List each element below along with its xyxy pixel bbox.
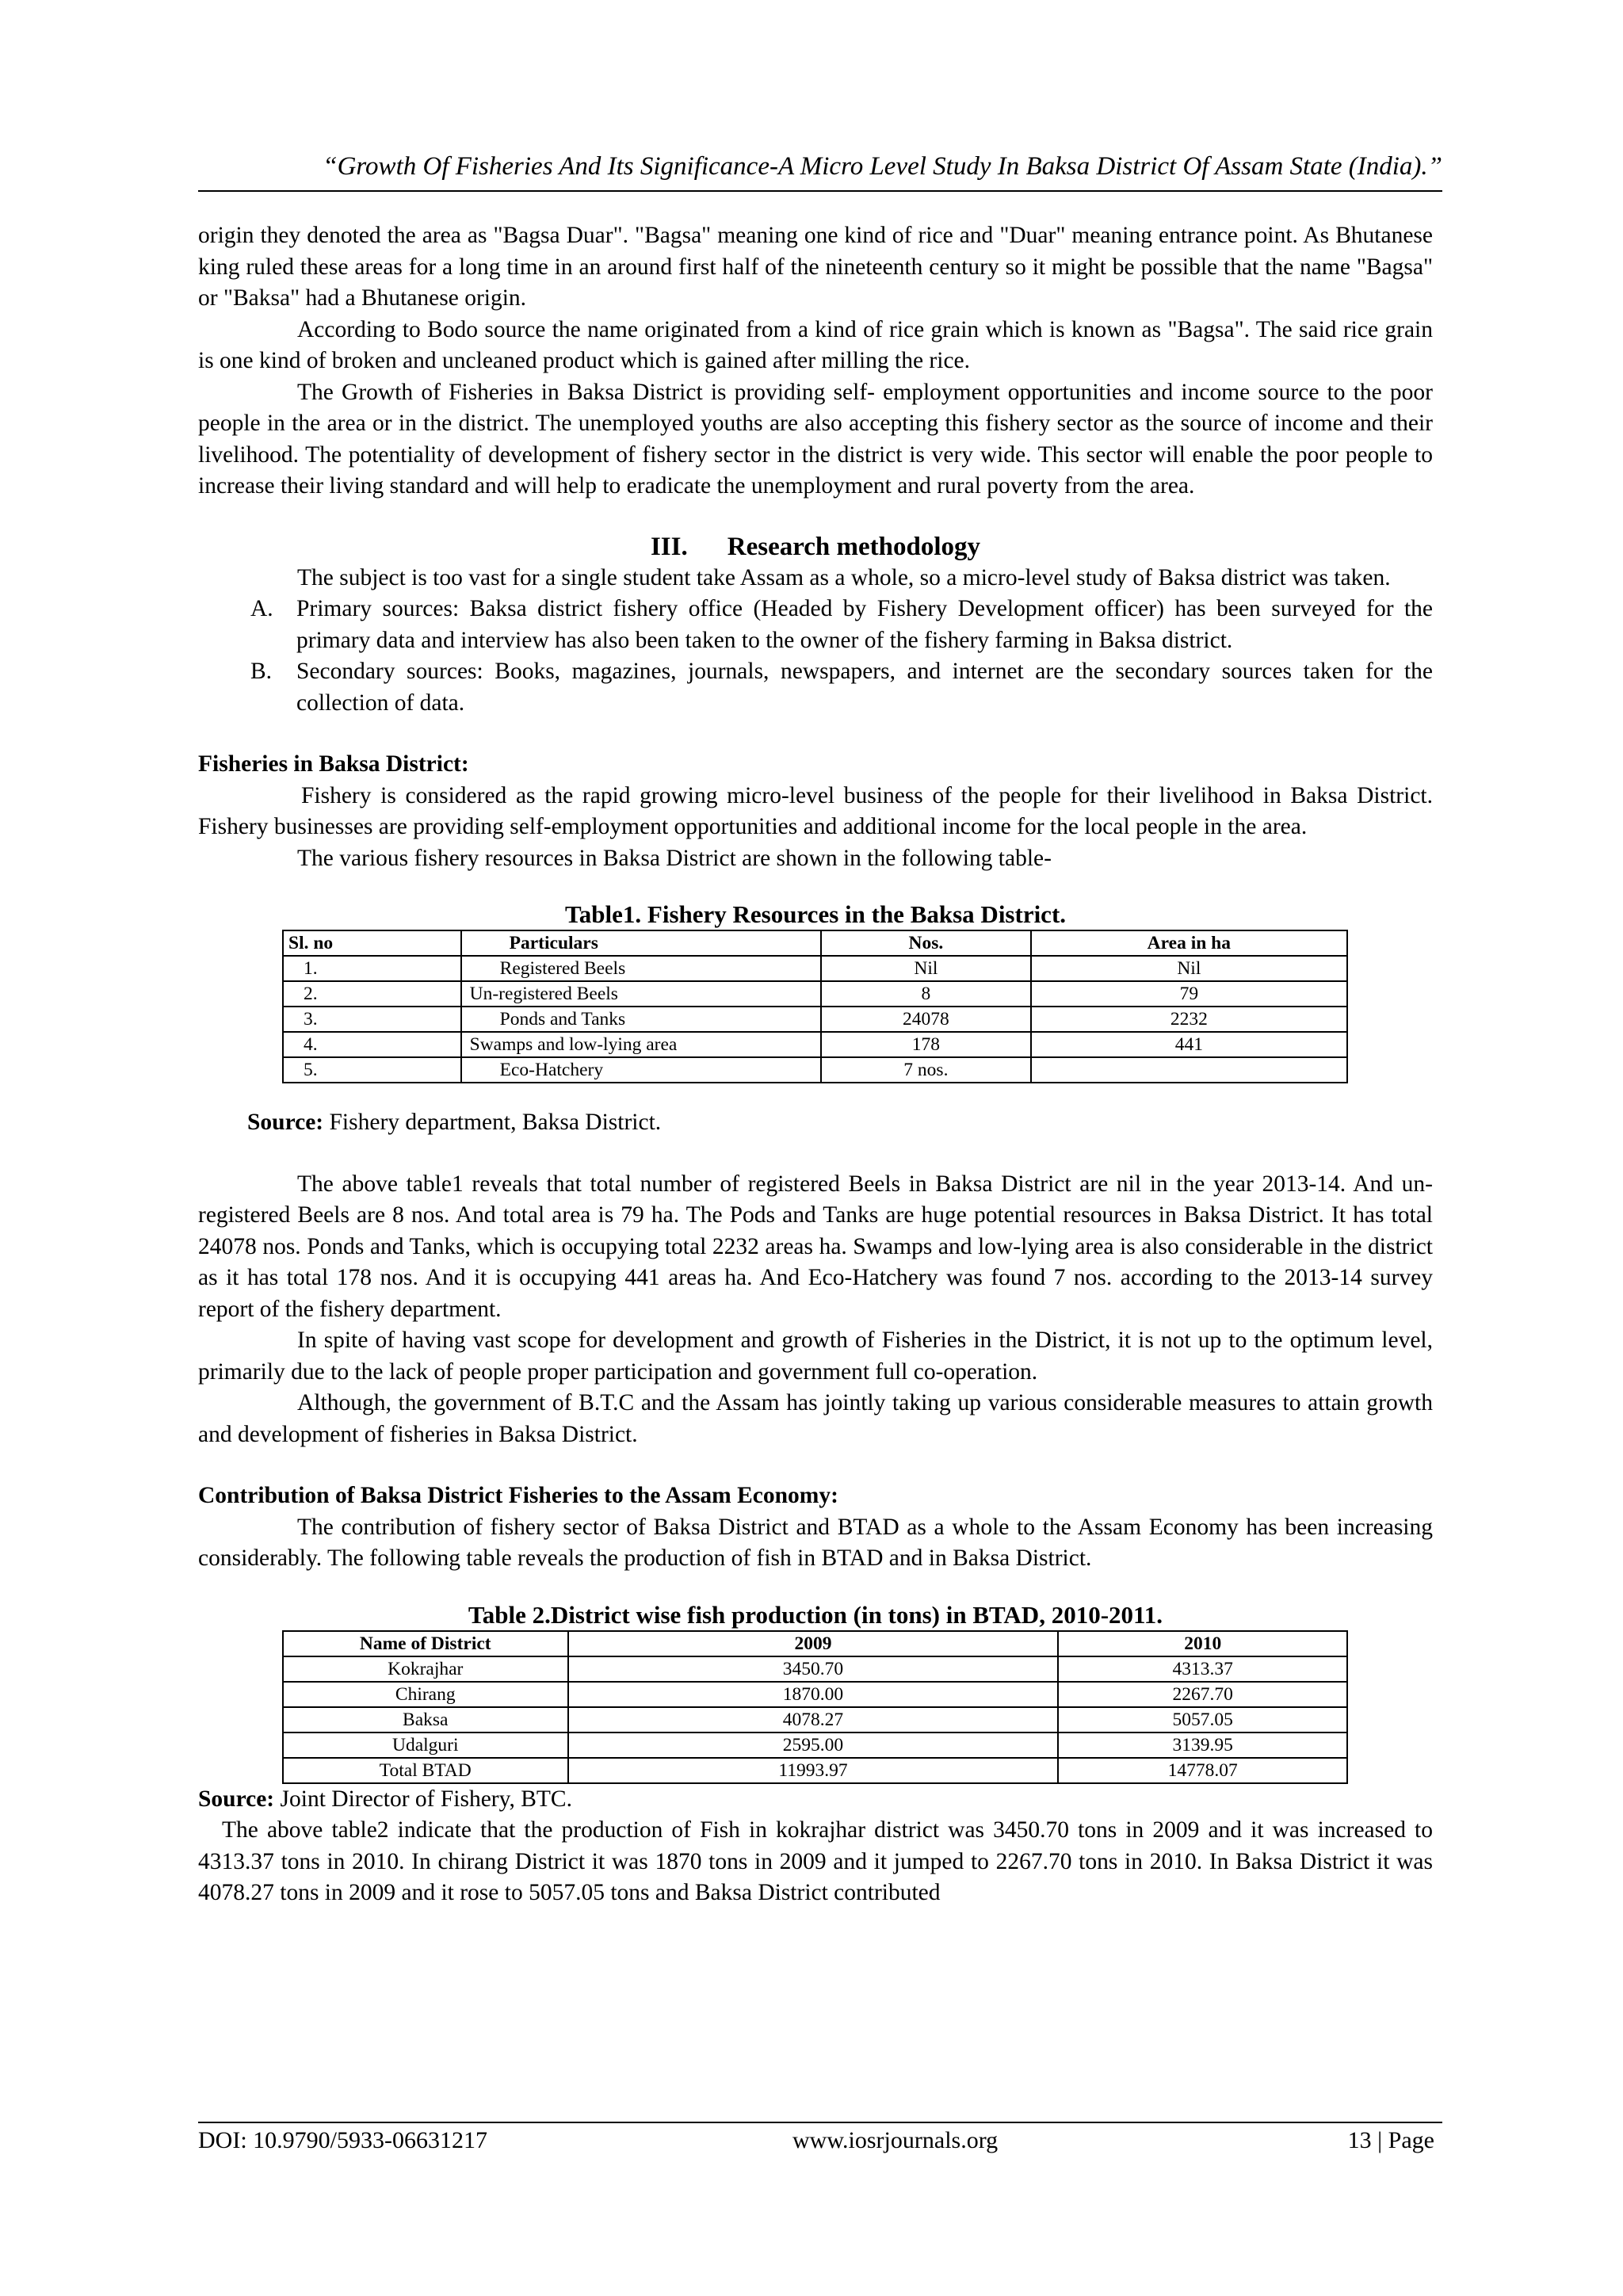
page-number: 13 | Page — [1347, 2127, 1434, 2153]
source-text: Joint Director of Fishery, BTC. — [274, 1786, 572, 1812]
table-cell: 441 — [1031, 1032, 1347, 1057]
column-header: Sl. no — [283, 930, 461, 956]
table-row — [283, 1057, 1347, 1083]
table-source — [247, 1107, 1433, 1139]
fishery-resources-table — [282, 930, 1348, 1083]
table-cell: Un-registered Beels — [461, 981, 821, 1007]
table-cell: 7 nos. — [821, 1057, 1031, 1083]
paragraph: origin they denoted the area as "Bagsa Duar". "Bagsa" meaning one kind of rice and "Duar" meaning entrance point. As Bhutanese king ruled these areas for a long time in an around first half of the nineteenth century so it might be possible that the name "Bagsa" or "Baksa" had a Bhutanese origin. — [198, 223, 1433, 311]
section-number: III. — [650, 532, 688, 561]
table-cell: 11993.97 — [568, 1758, 1059, 1783]
list-item — [198, 656, 1433, 719]
table-cell: 4078.27 — [568, 1707, 1059, 1733]
list-item — [198, 594, 1433, 656]
column-header: 2009 — [568, 1631, 1059, 1656]
column-header: Area in ha — [1031, 930, 1347, 956]
running-header: “Growth Of Fisheries And Its Significance-A Micro Level Study In Baksa District Of Assam State (India).” — [323, 152, 1442, 181]
paragraph: Although, the government of B.T.C and the Assam has jointly taking up various considerable measures to attain growth and development of fisheries in Baksa District. — [198, 1390, 1433, 1447]
table-row — [283, 981, 1347, 1007]
header-divider — [198, 190, 1442, 192]
column-header: 2010 — [1058, 1631, 1347, 1656]
list-marker: B. — [250, 659, 273, 684]
table-cell: 3. — [283, 1007, 461, 1032]
paragraph: Fishery is considered as the rapid growing micro-level business of the people for their livelihood in Baksa District. Fishery businesses are providing self-employment opportunities and additional income for the local people in the area. — [198, 782, 1433, 839]
column-header: Particulars — [461, 930, 821, 956]
table-cell: Kokrajhar — [283, 1656, 568, 1682]
table-row — [283, 1733, 1347, 1758]
table-cell: 2267.70 — [1058, 1682, 1347, 1707]
table-row — [283, 1758, 1347, 1783]
list-marker: A. — [250, 596, 273, 621]
table-header-row — [283, 930, 1347, 956]
section-heading — [198, 531, 1433, 563]
table-header-row — [283, 1631, 1347, 1656]
paragraph: The Growth of Fisheries in Baksa District is providing self- employment opportunities and income source to the poor people in the area or in the district. The unemployed youths are also accepting this fishery sector as the source of income and their livelihood. The potentiality of development of fishery sector in the district is very wide. This sector will enable the poor people to increase their living standard and will help to eradicate the unemployment and rural poverty from the area. — [198, 379, 1433, 499]
paragraph: The subject is too vast for a single student take Assam as a whole, so a micro-level study of Baksa district was taken. — [297, 564, 1391, 590]
table-cell: 5. — [283, 1057, 461, 1083]
sources-list — [198, 594, 1433, 719]
journal-website: www.iosrjournals.org — [792, 2127, 999, 2153]
table-cell: 3450.70 — [568, 1656, 1059, 1682]
table-cell: 4313.37 — [1058, 1656, 1347, 1682]
table-cell: 8 — [821, 981, 1031, 1007]
table-cell: 14778.07 — [1058, 1758, 1347, 1783]
column-header: Name of District — [283, 1631, 568, 1656]
table-cell: 2595.00 — [568, 1733, 1059, 1758]
list-item-text: Secondary sources: Books, magazines, journals, newspapers, and internet are the secondary sources taken for the collection of data. — [296, 659, 1433, 716]
table-cell: Eco-Hatchery — [461, 1057, 821, 1083]
article-body — [198, 220, 1433, 1909]
source-text: Fishery department, Baksa District. — [323, 1110, 662, 1135]
table-cell: 178 — [821, 1032, 1031, 1057]
table-cell: 79 — [1031, 981, 1347, 1007]
table-cell: 24078 — [821, 1007, 1031, 1032]
table-caption: Table1. Fishery Resources in the Baksa District. — [564, 900, 1067, 928]
paragraph: According to Bodo source the name originated from a kind of rice grain which is known as "Bagsa". The said rice grain is one kind of broken and uncleaned product which is gained after milling the rice. — [198, 316, 1433, 373]
table-row — [283, 1656, 1347, 1682]
table-cell: Nil — [821, 956, 1031, 981]
table-cell — [1031, 1057, 1347, 1083]
fish-production-table — [282, 1630, 1348, 1784]
paragraph: The contribution of fishery sector of Baksa District and BTAD as a whole to the Assam Economy has been increasing considerably. The following table reveals the production of fish in BTAD and in Baksa District. — [198, 1514, 1433, 1571]
table-cell: 1870.00 — [568, 1682, 1059, 1707]
table-cell: Total BTAD — [283, 1758, 568, 1783]
table-cell: 4. — [283, 1032, 461, 1057]
table-cell: 5057.05 — [1058, 1707, 1347, 1733]
paragraph: The various fishery resources in Baksa District are shown in the following table- — [297, 845, 1052, 871]
table-cell: Ponds and Tanks — [461, 1007, 821, 1032]
source-label: Source: — [247, 1110, 324, 1135]
table-caption: Table 2.District wise fish production (in tons) in BTAD, 2010-2011. — [468, 1600, 1163, 1629]
table-cell: Swamps and low-lying area — [461, 1032, 821, 1057]
table-row — [283, 1707, 1347, 1733]
table-row — [283, 1032, 1347, 1057]
table-row — [283, 1007, 1347, 1032]
table-row — [283, 956, 1347, 981]
list-item-text: Primary sources: Baksa district fishery office (Headed by Fishery Development officer) has been surveyed for the primary data and interview has also been taken to the owner of the fishery farming in Baksa district. — [296, 596, 1433, 653]
paragraph: The above table2 indicate that the production of Fish in kokrajhar district was 3450.70 tons in 2009 and it was increased to 4313.37 tons in 2010. In chirang District it was 1870 tons in 2009 and it jumped to 2267.70 tons in 2010. In Baksa District it was 4078.27 tons in 2009 and it rose to 5057.05 tons and Baksa District contributed — [198, 1817, 1433, 1905]
subsection-heading: Contribution of Baksa District Fisheries to the Assam Economy: — [198, 1483, 838, 1508]
paragraph: In spite of having vast scope for development and growth of Fisheries in the District, it is not up to the optimum level, primarily due to the lack of people proper participation and government full co-operation. — [198, 1328, 1433, 1385]
table-cell: Registered Beels — [461, 956, 821, 981]
subsection-heading: Fisheries in Baksa District: — [198, 751, 469, 777]
paragraph: The above table1 reveals that total number of registered Beels in Baksa District are nil in the year 2013-14. And un-registered Beels are 8 nos. And total area is 79 ha. The Pods and Tanks are huge potential resources in Baksa District. It has total 24078 nos. Ponds and Tanks, which is occupying total 2232 areas ha. Swamps and low-lying area is also considerable in the district as it has total 178 nos. And it is occupying 441 areas ha. And Eco-Hatchery was found 7 nos. according to the 2013-14 survey report of the fishery department. — [198, 1171, 1433, 1322]
table-cell: 1. — [283, 956, 461, 981]
table-cell: Udalguri — [283, 1733, 568, 1758]
table-source — [198, 1784, 1433, 1816]
source-label: Source: — [198, 1786, 275, 1812]
table-cell: Chirang — [283, 1682, 568, 1707]
table-cell: Baksa — [283, 1707, 568, 1733]
table-cell: 3139.95 — [1058, 1733, 1347, 1758]
table-cell: 2232 — [1031, 1007, 1347, 1032]
table-cell: 2. — [283, 981, 461, 1007]
doi-text: DOI: 10.9790/5933-06631217 — [198, 2127, 487, 2153]
column-header: Nos. — [821, 930, 1031, 956]
section-title: Research methodology — [727, 532, 981, 561]
table-row — [283, 1682, 1347, 1707]
table-cell: Nil — [1031, 956, 1347, 981]
footer-divider — [198, 2122, 1442, 2123]
